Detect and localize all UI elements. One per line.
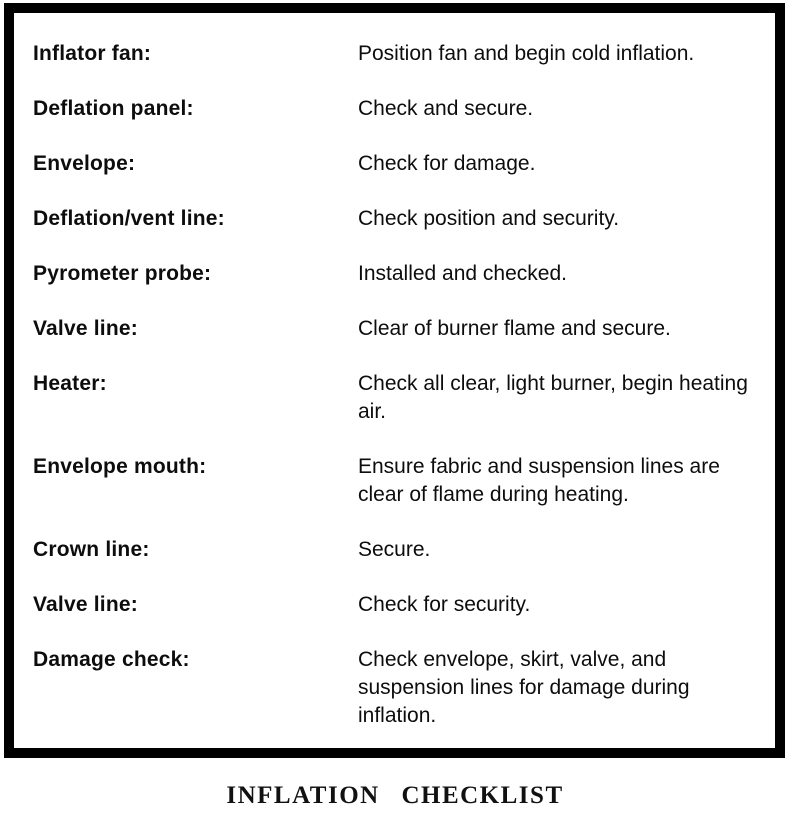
checklist-item-description: Check for damage.	[358, 152, 536, 175]
checklist-item-description: Check envelope, skirt, valve, and suspension lines for damage during inflation.	[358, 648, 690, 727]
checklist-row	[33, 260, 775, 288]
checklist-item-label: Damage check:	[33, 648, 190, 671]
checklist-item-label: Envelope mouth:	[33, 455, 207, 478]
checklist-row	[33, 315, 775, 343]
checklist-row	[33, 453, 775, 509]
checklist-item-description: Check all clear, light burner, begin heating air.	[358, 372, 748, 423]
checklist-row	[33, 40, 775, 68]
checklist-item-label: Heater:	[33, 372, 107, 395]
checklist-row	[33, 536, 775, 564]
checklist-item-label: Pyrometer probe:	[33, 262, 212, 285]
checklist-item-label: Deflation/vent line:	[33, 207, 225, 230]
checklist-item-description: Ensure fabric and suspension lines are clear of flame during heating.	[358, 455, 720, 506]
checklist-row	[33, 646, 775, 730]
checklist-item-label: Valve line:	[33, 593, 138, 616]
checklist-item-label: Crown line:	[33, 538, 150, 561]
checklist-item-description: Installed and checked.	[358, 262, 567, 285]
checklist-item-description: Position fan and begin cold inflation.	[358, 42, 695, 65]
checklist-item-label: Valve line:	[33, 317, 138, 340]
checklist-item-label: Inflator fan:	[33, 42, 152, 65]
checklist-row	[33, 591, 775, 619]
figure-caption: INFLATION CHECKLIST	[226, 782, 564, 809]
checklist-item-description: Check for security.	[358, 593, 531, 616]
checklist-row	[33, 205, 775, 233]
checklist-item-description: Secure.	[358, 538, 431, 561]
checklist-box	[4, 3, 785, 758]
checklist-item-description: Check position and security.	[358, 207, 620, 230]
checklist-item-label: Envelope:	[33, 152, 136, 175]
checklist-item-description: Clear of burner flame and secure.	[358, 317, 671, 340]
checklist-row	[33, 370, 775, 426]
checklist-item-label: Deflation panel:	[33, 97, 194, 120]
checklist-row	[33, 150, 775, 178]
checklist-item-description: Check and secure.	[358, 97, 534, 120]
checklist-row	[33, 95, 775, 123]
